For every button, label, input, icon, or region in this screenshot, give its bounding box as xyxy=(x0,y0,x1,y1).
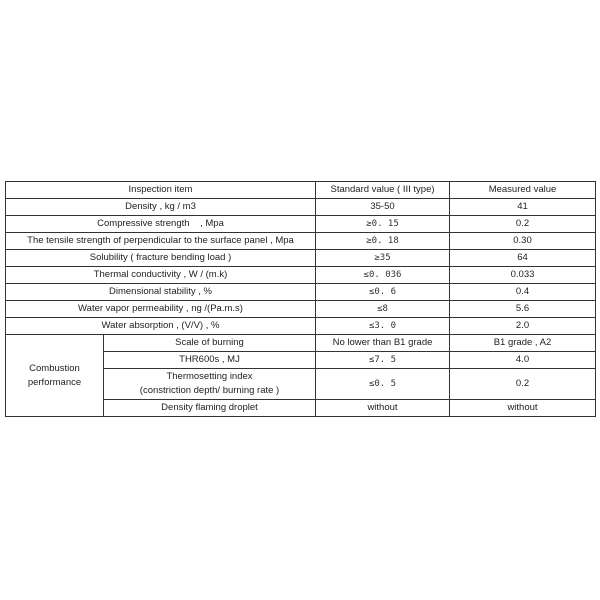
table-row xyxy=(6,199,596,216)
combustion-group-label: Combustion performance xyxy=(6,335,104,417)
row-measured: without xyxy=(450,400,596,417)
header-measured-value: Measured value xyxy=(450,182,596,199)
row-standard: ≥35 xyxy=(316,250,450,267)
row-item: Density flaming droplet xyxy=(104,400,316,417)
table-row xyxy=(6,267,596,284)
row-measured: 0.30 xyxy=(450,233,596,250)
row-item-line2: (constriction depth/ burning rate ) xyxy=(139,385,280,396)
row-item-line1: Thermosetting index xyxy=(166,371,253,382)
header-inspection-item: Inspection item xyxy=(6,182,316,199)
table-row xyxy=(6,335,596,352)
row-standard: ≤8 xyxy=(316,301,450,318)
row-measured: 5.6 xyxy=(450,301,596,318)
row-standard: ≤0. 5 xyxy=(316,369,450,400)
table-row xyxy=(6,284,596,301)
row-standard: No lower than B1 grade xyxy=(316,335,450,352)
row-item: Water vapor permeability , ng /(Pa.m.s) xyxy=(6,301,316,318)
table-row xyxy=(6,250,596,267)
table-header-row xyxy=(6,182,596,199)
row-standard: ≤7. 5 xyxy=(316,352,450,369)
row-item: Dimensional stability , % xyxy=(6,284,316,301)
table-row xyxy=(6,301,596,318)
row-standard: ≤0. 036 xyxy=(316,267,450,284)
row-standard: ≥0. 15 xyxy=(316,216,450,233)
row-measured: 2.0 xyxy=(450,318,596,335)
row-measured: B1 grade , A2 xyxy=(450,335,596,352)
inspection-table xyxy=(5,181,596,417)
row-standard: ≥0. 18 xyxy=(316,233,450,250)
row-standard: without xyxy=(316,400,450,417)
row-measured: 0.2 xyxy=(450,216,596,233)
row-item xyxy=(104,369,316,400)
table-row xyxy=(6,216,596,233)
row-standard: ≤0. 6 xyxy=(316,284,450,301)
row-item: The tensile strength of perpendicular to the surface panel , Mpa xyxy=(6,233,316,250)
row-item: Solubility ( fracture bending load ) xyxy=(6,250,316,267)
row-measured: 4.0 xyxy=(450,352,596,369)
row-item: Scale of burning xyxy=(104,335,316,352)
row-item: Density , kg / m3 xyxy=(6,199,316,216)
row-measured: 64 xyxy=(450,250,596,267)
row-standard: ≤3. 0 xyxy=(316,318,450,335)
row-item: Thermal conductivity , W / (m.k) xyxy=(6,267,316,284)
table-row xyxy=(6,233,596,250)
table-row xyxy=(6,318,596,335)
row-measured: 41 xyxy=(450,199,596,216)
row-measured: 0.4 xyxy=(450,284,596,301)
row-measured: 0.2 xyxy=(450,369,596,400)
row-standard: 35-50 xyxy=(316,199,450,216)
row-item: Compressive strength , Mpa xyxy=(6,216,316,233)
row-item: THR600s , MJ xyxy=(104,352,316,369)
header-standard-value: Standard value ( III type) xyxy=(316,182,450,199)
row-item: Water absorption , (V/V) , % xyxy=(6,318,316,335)
row-measured: 0.033 xyxy=(450,267,596,284)
